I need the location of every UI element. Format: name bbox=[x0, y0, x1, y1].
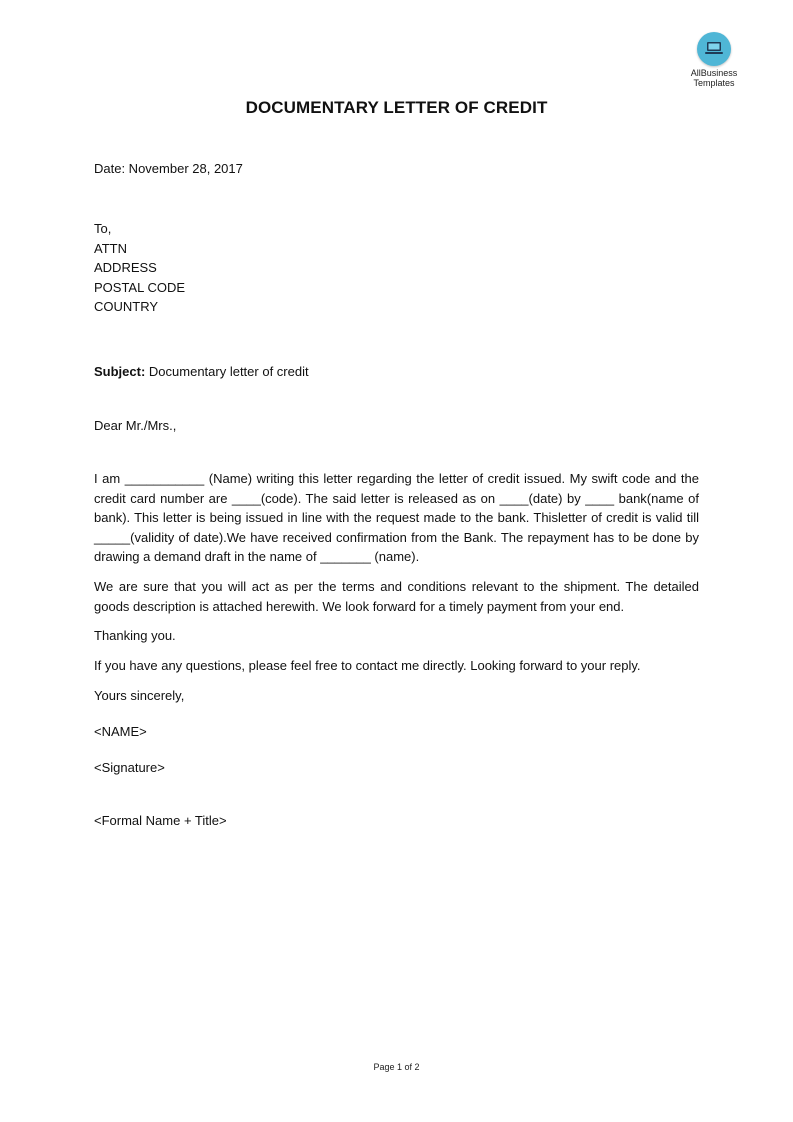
logo-line-2: Templates bbox=[693, 78, 735, 88]
logo-text bbox=[678, 68, 750, 88]
questions-line: If you have any questions, please feel free to contact me directly. Looking forward to your reply. bbox=[94, 658, 641, 673]
letter-date: Date: November 28, 2017 bbox=[94, 161, 243, 176]
address-to: To, bbox=[94, 221, 112, 236]
paragraph-1: I am ___________ (Name) writing this letter regarding the letter of credit issued. My swift code and the credit card number are ____(code). The said letter is released as on ____(date) by ____ bank(name of bank). This letter is being issued in line with the request made to the bank. Thisletter of credit is valid till _____(validity of date).We have received confirmation from the Bank. The repayment has to be done by drawing a demand draft in the name of _______ (name). bbox=[94, 471, 699, 564]
logo-line-1: AllBusiness bbox=[690, 68, 738, 78]
subject-line bbox=[94, 362, 699, 382]
paragraph-2: We are sure that you will act as per the terms and conditions relevant to the shipment. The detailed goods description is attached herewith. We look forward for a timely payment from your end. bbox=[94, 579, 699, 614]
name-placeholder: <NAME> bbox=[94, 724, 147, 739]
address-country: COUNTRY bbox=[94, 299, 159, 314]
address-postal: POSTAL CODE bbox=[94, 279, 186, 295]
address-street: ADDRESS bbox=[94, 260, 157, 275]
signature-placeholder: <Signature> bbox=[94, 760, 165, 775]
closing: Yours sincerely, bbox=[94, 688, 185, 703]
laptop-icon bbox=[697, 32, 731, 66]
address-attn: ATTN bbox=[94, 240, 127, 256]
page-number: Page 1 of 2 bbox=[373, 1062, 420, 1072]
subject-label: Subject: bbox=[94, 364, 146, 379]
salutation: Dear Mr./Mrs., bbox=[94, 418, 177, 433]
formal-name-placeholder: <Formal Name + Title> bbox=[94, 813, 227, 828]
thanking-line: Thanking you. bbox=[94, 628, 176, 643]
document-title: DOCUMENTARY LETTER OF CREDIT bbox=[245, 98, 548, 117]
subject-text: Documentary letter of credit bbox=[145, 364, 309, 379]
allbusiness-logo bbox=[678, 32, 750, 88]
recipient-address bbox=[94, 219, 699, 317]
